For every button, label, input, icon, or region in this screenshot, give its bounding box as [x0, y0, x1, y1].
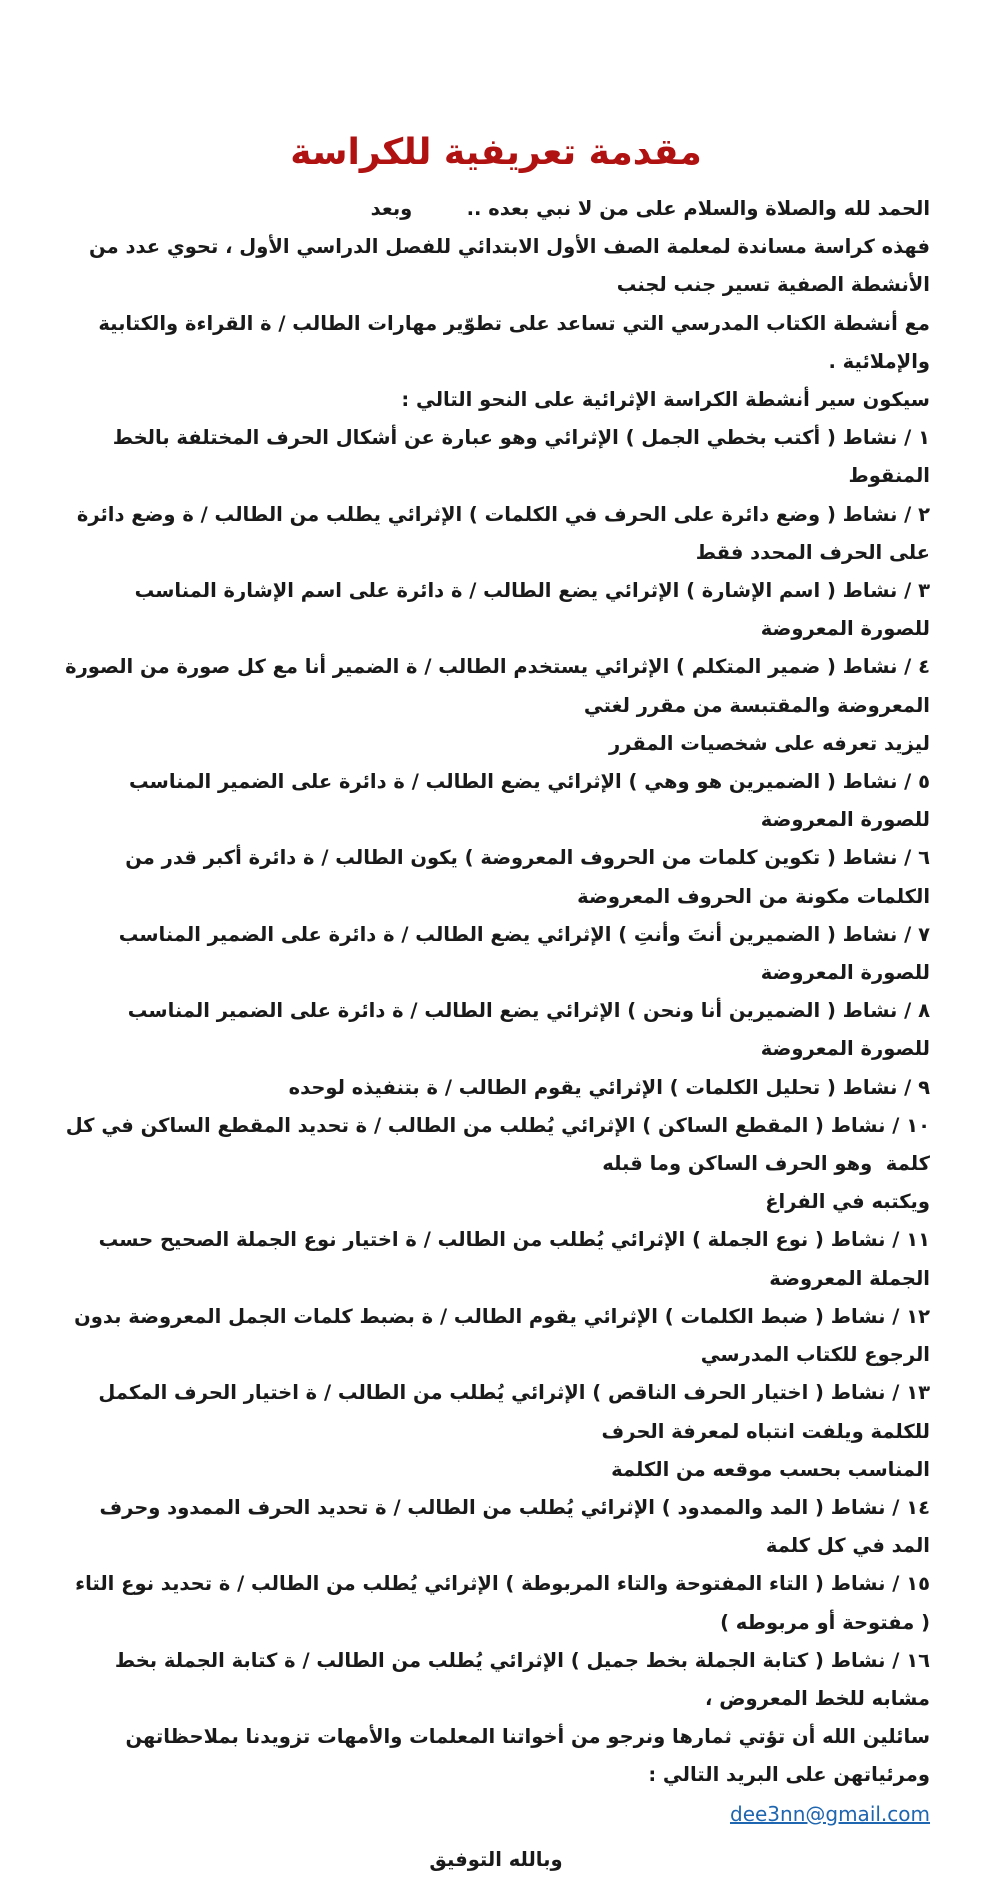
text-line-19: ١٣ / نشاط ( اختيار الحرف الناقص ) الإثرائي يُطلب من الطالب / ة اختيار الحرف المكمل للكلمة ويلفت انتباه لمعرفة الحرف	[91, 1381, 930, 1443]
text-line-1: الحمد لله والصلاة والسلام على من لا نبي بعده .. وبعد	[370, 197, 930, 220]
page-title: مقدمة تعريفية للكراسة	[290, 132, 702, 173]
text-line-18: ١٢ / نشاط ( ضبط الكلمات ) الإثرائي يقوم الطالب / ة بضبط كلمات الجمل المعروضة بدون الرجوع للكتاب المدرسي	[67, 1304, 930, 1367]
text-line-8: ٤ / نشاط ( ضمير المتكلم ) الإثرائي يستخدم الطالب / ة الضمير أنا مع كل صورة من الصورة المعروضة والمقتبسة من مقرر لغتي	[58, 655, 930, 717]
text-line-14: ٩ / نشاط ( تحليل الكلمات ) الإثرائي يقوم الطالب / ة بتنفيذه لوحده	[288, 1075, 930, 1099]
text-line-20: المناسب بحسب موقعه من الكلمة	[611, 1457, 930, 1481]
text-line-3: مع أنشطة الكتاب المدرسي التي تساعد على تطوّير مهارات الطالب / ة القراءة والكتابية والإملائية .	[91, 311, 930, 373]
text-line-10: ٥ / نشاط ( الضميرين هو وهي ) الإثرائي يضع الطالب / ة دائرة على الضمير المناسب للصورة المعروضة	[122, 770, 930, 832]
email-link[interactable]: dee3nn@gmail.com	[730, 1801, 930, 1826]
text-line-17: ١١ / نشاط ( نوع الجملة ) الإثرائي يُطلب من الطالب / ة اختيار نوع الجملة الصحيح حسب الجملة المعروضة	[91, 1228, 930, 1290]
closing-line: وبالله التوفيق	[429, 1847, 563, 1871]
text-line-2: فهذه كراسة مساندة لمعلمة الصف الأول الابتدائي للفصل الدراسي الأول ، تحوي عدد من الأنشطة الصفية تسير جنب لجنب	[82, 235, 930, 297]
text-line-7: ٣ / نشاط ( اسم الإشارة ) الإثرائي يضع الطالب / ة دائرة على اسم الإشارة المناسب للصورة المعروضة	[127, 579, 930, 641]
text-line-15: ١٠ / نشاط ( المقطع الساكن ) الإثرائي يُطلب من الطالب / ة تحديد المقطع الساكن في كل كلمة وهو الحرف الساكن وما قبله	[58, 1113, 930, 1176]
text-line-5: ١ / نشاط ( أكتب بخطي الجمل ) الإثرائي وهو عبارة عن أشكال الحرف المختلفة بالخط المنقوط	[105, 426, 930, 488]
text-line-12: ٧ / نشاط ( الضميرين أنتَ وأنتِ ) الإثرائي يضع الطالب / ة دائرة على الضمير المناسب للصورة المعروضة	[111, 922, 930, 985]
text-line-4: سيكون سير أنشطة الكراسة الإثرائية على النحو التالي :	[401, 388, 930, 412]
text-line-13: ٨ / نشاط ( الضميرين أنا ونحن ) الإثرائي يضع الطالب / ة دائرة على الضمير المناسب للصورة المعروضة	[120, 999, 930, 1061]
text-line-24: سائلين الله أن تؤتي ثمارها ونرجو من أخواتنا المعلمات والأمهات تزويدنا بملاحظاتهن ومرئياتهن على البريد التالي :	[118, 1725, 930, 1787]
text-line-11: ٦ / نشاط ( تكوين كلمات من الحروف المعروضة ) يكون الطالب / ة دائرة أكبر قدر من الكلمات مكونة من الحروف المعروضة	[118, 846, 930, 908]
text-line-23: ١٦ / نشاط ( كتابة الجملة بخط جميل ) الإثرائي يُطلب من الطالب / ة كتابة الجملة بخط مشابه للخط المعروض ،	[108, 1648, 930, 1710]
text-line-6: ٢ / نشاط ( وضع دائرة على الحرف في الكلمات ) الإثرائي يطلب من الطالب / ة وضع دائرة على الحرف المحدد فقط	[70, 502, 930, 564]
text-line-16: ويكتبه في الفراغ	[765, 1190, 930, 1214]
text-line-21: ١٤ / نشاط ( المد والممدود ) الإثرائي يُطلب من الطالب / ة تحديد الحرف الممدود وحرف المد في كل كلمة	[92, 1495, 930, 1558]
document-body	[58, 190, 930, 1795]
text-line-22: ١٥ / نشاط ( التاء المفتوحة والتاء المربوطة ) الإثرائي يُطلب من الطالب / ة تحديد نوع التاء ( مفتوحة أو مربوطه )	[68, 1572, 930, 1634]
text-line-9: ليزيد تعرفه على شخصيات المقرر	[608, 731, 930, 755]
email-line	[62, 1795, 930, 1835]
